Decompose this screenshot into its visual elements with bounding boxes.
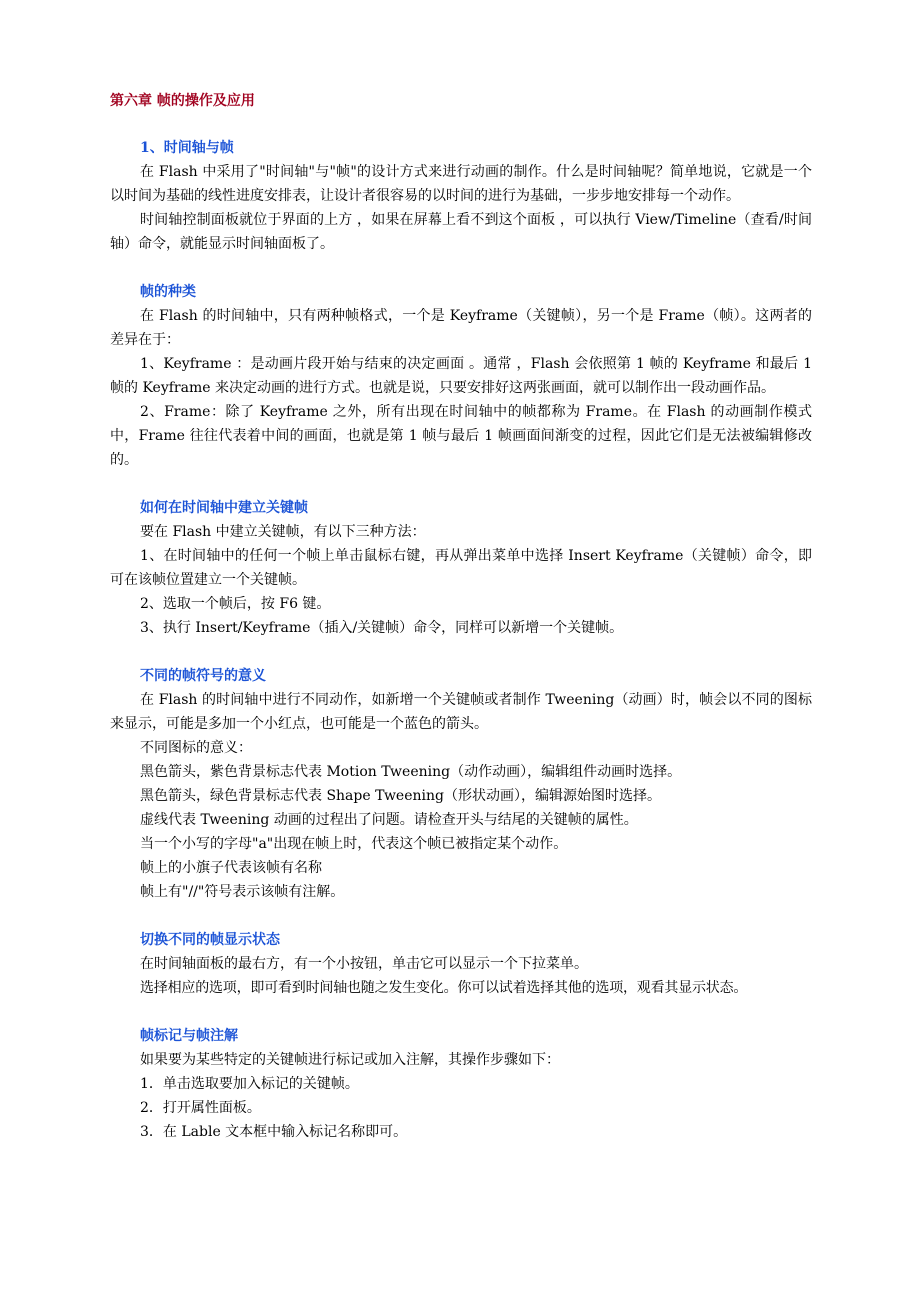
paragraph: 黑色箭头，绿色背景标志代表 Shape Tweening（形状动画），编辑源始图时选择。 [140, 788, 661, 804]
paragraph: 在 Flash 的时间轴中，只有两种帧格式，一个是 Keyframe（关键帧），另一个是 Frame（帧）。这两者的差异在于： [110, 308, 812, 348]
paragraph: 2、Frame：除了 Keyframe 之外，所有出现在时间轴中的帧都称为 Frame。在 Flash 的动画制作模式中，Frame 往往代表着中间的画面，也就是第 1 帧与最后 1 帧画面间渐变的过程，因此它们是无法被编辑修改的。 [110, 404, 812, 468]
section-heading: 如何在时间轴中建立关键帧 [140, 500, 308, 516]
section-frame-types [110, 280, 812, 472]
section-heading: 帧的种类 [140, 284, 196, 300]
paragraph: 虚线代表 Tweening 动画的过程出了问题。请检查开头与结尾的关键帧的属性。 [140, 812, 638, 828]
paragraph: 要在 Flash 中建立关键帧，有以下三种方法： [140, 524, 426, 540]
section-heading: 帧标记与帧注解 [140, 1028, 238, 1044]
paragraph: 当一个小写的字母"a"出现在帧上时，代表这个帧已被指定某个动作。 [140, 836, 568, 852]
paragraph: 时间轴控制面板就位于界面的上方 ，如果在屏幕上看不到这个面板 ，可以执行 View/Timeline（查看/时间轴）命令，就能显示时间轴面板了。 [110, 212, 812, 252]
paragraph: 帧上的小旗子代表该帧有名称 [140, 860, 322, 876]
paragraph: 黑色箭头，紫色背景标志代表 Motion Tweening（动作动画），编辑组件动画时选择。 [140, 764, 682, 780]
paragraph: 在时间轴面板的最右方，有一个小按钮，单击它可以显示一个下拉菜单。 [140, 956, 588, 972]
paragraph: 帧上有"//"符号表示该帧有注解。 [140, 884, 345, 900]
paragraph: 如果要为某些特定的关键帧进行标记或加入注解，其操作步骤如下： [140, 1052, 560, 1068]
section-heading: 不同的帧符号的意义 [140, 668, 266, 684]
paragraph: 3、执行 Insert/Keyframe（插入/关键帧）命令，同样可以新增一个关键帧。 [140, 620, 624, 636]
paragraph: 在 Flash 中采用了"时间轴"与"帧"的设计方式来进行动画的制作。什么是时间轴呢？简单地说，它就是一个以时间为基础的线性进度安排表，让设计者很容易的以时间的进行为基础，一步步地安排每一个动作。 [110, 164, 812, 204]
paragraph: 1．单击选取要加入标记的关键帧。 [140, 1076, 359, 1092]
section-heading: 切换不同的帧显示状态 [140, 932, 280, 948]
paragraph: 1、Keyframe ：是动画片段开始与结束的决定画面 。通常 ，Flash 会依照第 1 帧的 Keyframe 和最后 1 帧的 Keyframe 来决定动画的进行方式。也就是说，只要安排好这两张画面，就可以制作出一段动画作品。 [110, 356, 812, 396]
paragraph: 2．打开属性面板。 [140, 1100, 261, 1116]
paragraph: 1、在时间轴中的任何一个帧上单击鼠标右键，再从弹出菜单中选择 Insert Keyframe（关键帧）命令，即可在该帧位置建立一个关键帧。 [110, 548, 812, 588]
paragraph: 不同图标的意义： [140, 740, 252, 756]
section-frame-symbols [110, 664, 812, 904]
paragraph: 在 Flash 的时间轴中进行不同动作，如新增一个关键帧或者制作 Tweening（动画）时，帧会以不同的图标来显示，可能是多加一个小红点，也可能是一个蓝色的箭头。 [110, 692, 812, 732]
document-page [110, 90, 812, 1144]
paragraph: 选择相应的选项，即可看到时间轴也随之发生变化。你可以试着选择其他的选项，观看其显示状态。 [140, 980, 748, 996]
section-frame-labels [110, 1024, 812, 1144]
chapter-title: 第六章 帧的操作及应用 [110, 93, 255, 109]
paragraph: 3．在 Lable 文本框中输入标记名称即可。 [140, 1124, 408, 1140]
section-frame-display-state [110, 928, 812, 1000]
paragraph: 2、选取一个帧后，按 F6 键。 [140, 596, 331, 612]
section-create-keyframe [110, 496, 812, 640]
section-heading: 1、时间轴与帧 [140, 140, 234, 156]
section-timeline-and-frames [110, 136, 812, 256]
